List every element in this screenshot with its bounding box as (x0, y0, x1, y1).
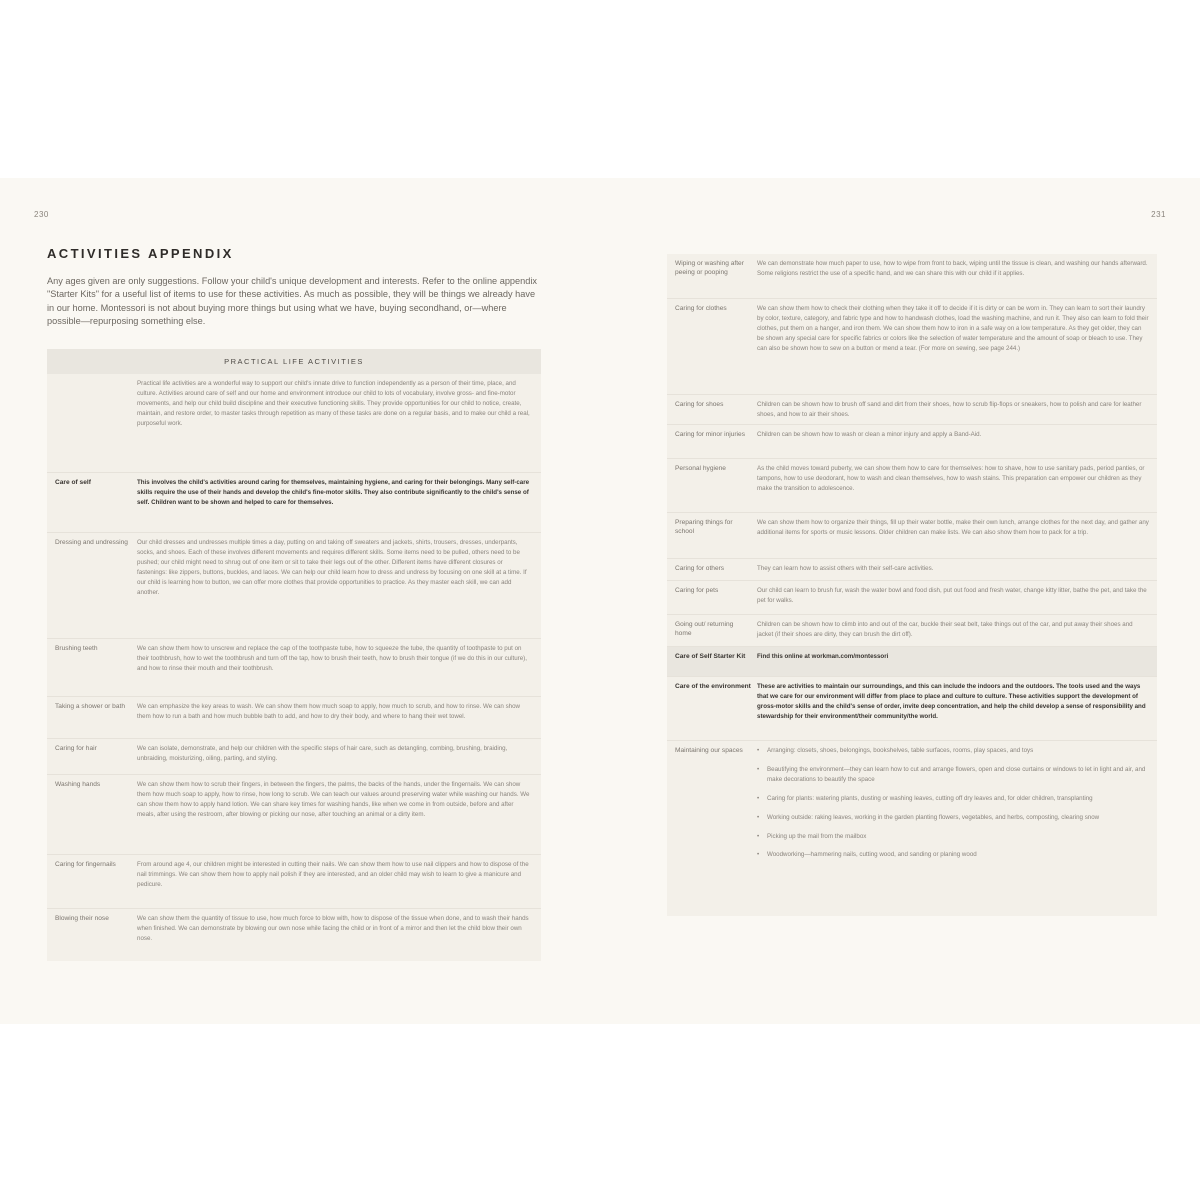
page-title: ACTIVITIES APPENDIX (47, 246, 234, 261)
list-item: • Caring for plants: watering plants, dusting or washing leaves, cutting off dry leaves and, for older children, transplanting (757, 794, 1149, 804)
row-text: We can demonstrate how much paper to use, how to wipe from front to back, wiping until the tissue is clean, and washing our hands afterward. Some religions restrict the use of a specific hand, and we can share this with our child if it applies. (757, 260, 1148, 277)
list-item: • Woodworking—hammering nails, cutting wood, and sanding or planing wood (757, 850, 1149, 860)
row-label: Washing hands (55, 781, 101, 788)
row-label: Blowing their nose (55, 915, 109, 922)
row-text: Practical life activities are a wonderful way to support our child's innate drive to function independently as a person of their time, place, and culture. Activities around care of self and our home and environment introduce our child to lots of vocabulary, involve gross- and fine-motor movements, and help our child build discipline and their executive functioning skills. They provide opportunities for our child to notice, create, maintain, and restore order, to master tasks through repetition as many of these tasks are done on a regular basis, and to make our child a real, purposeful work. (137, 380, 530, 427)
table-row (667, 424, 1157, 458)
row-label: Going out/ returning home (675, 621, 734, 638)
page-number-right: 231 (1151, 210, 1166, 219)
practical-life-table (47, 349, 541, 961)
row-label: Brushing teeth (55, 645, 98, 652)
starter-kit-row (667, 646, 1157, 676)
row-label: Caring for shoes (675, 401, 724, 408)
table-row (47, 374, 541, 472)
page-number-left: 230 (34, 210, 49, 219)
row-label: Caring for fingernails (55, 861, 116, 868)
row-text: They can learn how to assist others with their self-care activities. (757, 565, 934, 572)
table-row (47, 908, 541, 958)
list-item: • Arranging: closets, shoes, belongings, bookshelves, table surfaces, rooms, play spaces, and toys (757, 746, 1149, 756)
row-text: As the child moves toward puberty, we can show them how to care for themselves: how to shave, how to use sanitary pads, period panties, or tampons, how to use deodorant, how to wash and clean themselves, how to wash stains. This preparation can empower our children as they make the transition to adolescence. (757, 465, 1145, 492)
right-page (600, 178, 1200, 1024)
table-row (47, 638, 541, 696)
row-label: Maintaining our spaces (675, 747, 743, 754)
row-text: Our child dresses and undresses multiple times a day, putting on and taking off sweaters and jackets, shirts, trousers, dresses, underpants, socks, and shoes. Each of these involves different movements and requires different skills. Some items need to be pulled, others need to be pushed; our child might need to shrug out of one item or sit to take their legs out of the other. Different items have different closures or fastenings: like zippers, buttons, buckles, and laces. We can help our child learn how to dress and undress by focusing on one skill at a time. If our child is learning how to button, we can offer more clothes that provide opportunities to practice. As they master each skill, we can add another. (137, 539, 527, 596)
row-text: This involves the child's activities around caring for themselves, maintaining hygiene, and caring for their belongings. Many self-care skills require the use of their hands and develop the child's fine-motor skills. They also contribute significantly to the child's sense of self. Children want to be shown and helped to care for themselves. (137, 479, 530, 506)
table-row (667, 558, 1157, 580)
list-item: • Picking up the mail from the mailbox (757, 832, 1149, 842)
row-label: Personal hygiene (675, 465, 726, 472)
row-label: Caring for hair (55, 745, 97, 752)
row-text: Children can be shown how to brush off sand and dirt from their shoes, how to scrub flip-flops or sneakers, how to polish and care for leather shoes, and how to air their shoes. (757, 401, 1142, 418)
table-row (667, 512, 1157, 558)
list-item: • Beautifying the environment—they can learn how to cut and arrange flowers, open and close curtains or windows to let in light and air, and make decorations to beautify the space (757, 765, 1149, 785)
row-label: Care of Self Starter Kit (675, 653, 746, 660)
table-row (667, 740, 1157, 900)
row-label: Caring for others (675, 565, 725, 572)
row-text: We can show them how to check their clothing when they take it off to decide if it is dirty or can be worn in. They can learn to sort their laundry by color, texture, category, and fabric type and how to handwash clothes, load the washing machine, and run it. They also can learn to fold their clothes, put them on a hanger, and iron them. We can show them how to iron in a safe way on a low temperature. As they get older, they can be shown any special care for specific fabrics or colors like the selection of water temperature and the amount of soap or bleach to use. They can also be shown how to sew on a button or mend a tear. (For more on sewing, see page 244.) (757, 305, 1149, 352)
bullet-list (751, 741, 1157, 900)
practical-life-table-continued (667, 254, 1157, 916)
starter-kit-link[interactable]: Find this online at workman.com/montessori (757, 653, 889, 660)
row-text: We can isolate, demonstrate, and help our children with the specific steps of hair care, such as detangling, combing, brushing, braiding, unbraiding, moisturizing, oiling, parting, and styling. (137, 745, 508, 762)
row-label: Caring for minor injuries (675, 431, 745, 438)
table-row (47, 532, 541, 638)
table-row (47, 774, 541, 854)
intro-paragraph: Any ages given are only suggestions. Follow your child's unique development and interests. Refer to the online appendix "Starter Kits" for a useful list of items to use for these activities. As much as possible, they will be things we already have in our home. Montessori is not about buying more things but using what we have, buying secondhand, or—where possible—repurposing something else. (47, 276, 538, 327)
row-label: Taking a shower or bath (55, 703, 126, 710)
row-label: Caring for pets (675, 587, 719, 594)
table-row (47, 738, 541, 774)
row-label: Caring for clothes (675, 305, 727, 312)
row-label: Preparing things for school (675, 519, 733, 536)
table-row (667, 614, 1157, 646)
row-label: Care of self (55, 479, 91, 486)
row-text: We can show them how to scrub their fingers, in between the fingers, the palms, the backs of the hands, under the fingernails. We can show them how much soap to apply, how to rinse, how long to scrub. We can teach our values around preserving water while washing our hands. We can show them how to apply hand lotion. We can share key times for washing hands, like when we come in from outside, before and after meals, after using the restroom, after blowing or picking our nose, after touching an animal or a dirty item. (137, 781, 530, 818)
table-row (47, 696, 541, 738)
row-label: Care of the environment (675, 683, 751, 690)
table-row (667, 676, 1157, 740)
table-row (667, 394, 1157, 424)
row-text: Children can be shown how to climb into and out of the car, buckle their seat belt, take things out of the car, and put away their shoes and jacket (if their shoes are dirty, they can brush the dirt off). (757, 621, 1133, 638)
table-row (47, 472, 541, 532)
row-label: Wiping or washing after peeing or pooping (675, 260, 744, 277)
table-row (667, 298, 1157, 394)
book-spread (0, 178, 1200, 1024)
row-text: We can emphasize the key areas to wash. We can show them how much soap to apply, how much to scrub, and how to rinse. We can show them how to run a bath and how much bubble bath to add, and how to dry their body, and where to hang their wet towel. (137, 703, 521, 720)
row-label: Dressing and undressing (55, 539, 128, 546)
table-title: PRACTICAL LIFE ACTIVITIES (47, 349, 541, 374)
row-label (47, 374, 131, 472)
row-text: Our child can learn to brush fur, wash the water bowl and food dish, put out food and fresh water, change kitty litter, bathe the pet, and take the pet for walks. (757, 587, 1147, 604)
row-text: We can show them how to unscrew and replace the cap of the toothpaste tube, how to squeeze the tube, the quantity of toothpaste to put on their toothbrush, how to wet the toothbrush and turn off the tap, how to brush their teeth, how to brush their tongue (if we do this in our culture), and how to rinse their mouth and their toothbrush. (137, 645, 527, 672)
table-row (667, 254, 1157, 298)
row-text: From around age 4, our children might be interested in cutting their nails. We can show them how to use nail clippers and how to dispose of the nail trimmings. We can show them how to apply nail polish if they are interested, and an older child may wish to learn to give a manicure and pedicure. (137, 861, 529, 888)
row-text: These are activities to maintain our surroundings, and this can include the indoors and the outdoors. The tools used and the ways that we care for our environment will differ from place to place and culture to culture. These activities support the development of gross-motor skills and the child's sense of order, invite deep concentration, and help the child develop a sense of responsibility and stewardship for their environment/their community/the world. (757, 683, 1146, 720)
list-item: • Working outside: raking leaves, working in the garden planting flowers, vegetables, and herbs, composting, clearing snow (757, 813, 1149, 823)
row-text: We can show them the quantity of tissue to use, how much force to blow with, how to dispose of the tissue when done, and to wash their hands when finished. We can demonstrate by blowing our own nose while facing the child or in front of a mirror and then let the child blow their own nose. (137, 915, 529, 942)
row-text: Children can be shown how to wash or clean a minor injury and apply a Band-Aid. (757, 431, 982, 438)
table-row (667, 580, 1157, 614)
row-text: We can show them how to organize their things, fill up their water bottle, make their own lunch, arrange clothes for the next day, and gather any additional items for sports or music lessons. Older children can make lists. We can also show them how to pack for a trip. (757, 519, 1149, 536)
table-row (47, 854, 541, 908)
table-row (667, 458, 1157, 512)
left-page (0, 178, 600, 1024)
